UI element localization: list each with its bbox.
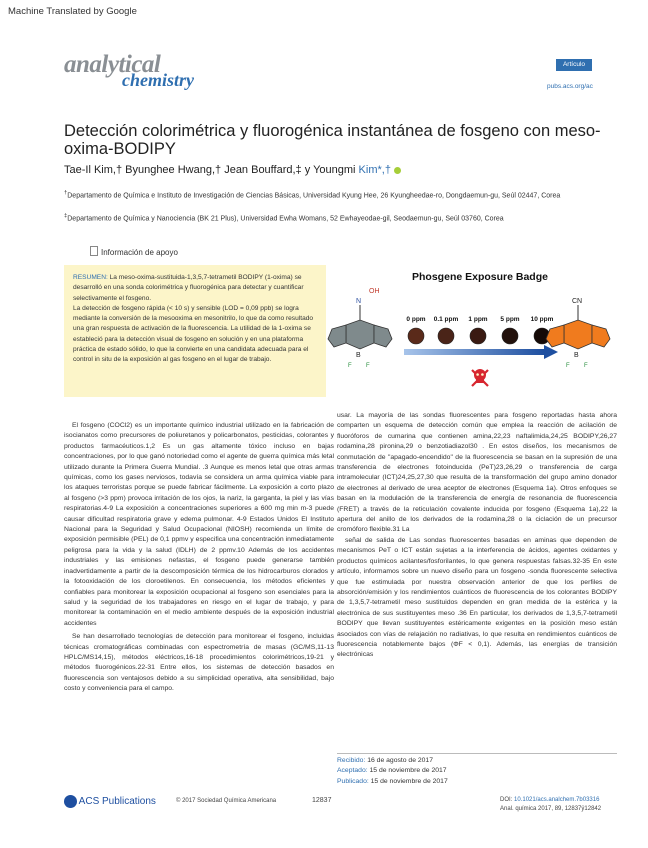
ppm-label-4: 5 ppm <box>500 316 520 323</box>
journal-logo-chemistry: chemistry <box>122 70 194 90</box>
oxime-boron-label: B <box>356 352 361 359</box>
citation: Anal. química 2017, 89, 12837ÿ12842 <box>500 806 602 812</box>
right-column <box>337 411 617 661</box>
affiliation-text: Departamento de Química y Nanociencia (BK 21 Plus), Universidad Ewha Womans, 52 Ewhayeodae-gil, Seodaemun-gu, Seúl 03760, Corea <box>67 215 504 223</box>
nitrile-fluorine-label-1: F <box>566 363 570 369</box>
page-title: Detección colorimétrica y fluorogénica instantánea de fosgeno con meso-oxima-BODIPY <box>64 122 601 158</box>
document-icon <box>90 246 98 256</box>
article-type-badge: Artículo <box>556 59 592 71</box>
toc-graphic <box>326 265 618 397</box>
ppm-label-1: 0 ppm <box>406 316 426 323</box>
doi <box>500 797 599 803</box>
body-paragraph: señal de salida de Las sondas fluorescentes basadas en aminas que dependen de mecanismos PeT o ICT están sujetas a la interferencia de ácidos, agentes oxidantes y productos químicos acilantes/fosforilantes, lo que genera respuestas falsas.32-35 En este artículo, informamos sobre un nuevo diseño para un fosgeno -sonda fluorescente selectiva que fue estimulada por nuestra observación anterior de que los perfiles de absorción/emisión y los rendimientos cuánticos de fluorescencia de los colorantes BODIPY de 1,3,5,7-tetrametil meso sustituidos dependen en gran medida de la estérica y la electrónica de sus sustituyentes meso .36 En particular, los derivados de 1,3,5,7-tetrametil BODIPY que llevan sustituyentes estéricamente exigentes en la posición meso están asociados con vías de relajación no radiativas, lo que resulta en rendimientos cuánticos de fluorescencia notablemente bajos (ΦF < 0,1). Además, las energías de transición electrónicas <box>337 536 617 659</box>
affiliation-mark: † <box>64 190 68 196</box>
doi-link[interactable]: 10.1021/acs.analchem.7b03316 <box>514 797 600 803</box>
affiliation-text: Departamento de Química e Instituto de Investigación de Ciencias Básicas, Universidad Kyung Hee, 26 Kyungheedae-ro, Dongdaemun-gu, Seúl 02447, Corea <box>67 192 561 200</box>
abstract-text <box>73 273 325 366</box>
received-line: Recibido: 16 de agosto de 2017 <box>337 757 433 764</box>
body-paragraph: usar. La mayoría de las sondas fluorescentes para fosgeno reportadas hasta ahora comparten un esquema de detección común que emplea la reacción de acilación de fluoróforos de cumarina que contienen amina,22,23 naftalimida,24,25 BODIPY,26,27 rodamina,28 pironina,29 o benzotiadiazol30 . En estos diseños, los mecanismos de conmutación de "apagado-encendido" de la fluorescencia se basan en la supresión de una transferencia de electrones fotoinducida (PeT)23,26,29 o transferencia de carga intramolecular (ICT)24,25,27,30 que resulta de la transformación del grupo amino donador de electrones al derivado de urea aceptor de electrones (Esquema 1a). Otros enfoques se basan en la modulación de la transferencia de energía de resonancia de fluorescencia (FRET) a través de la reticulación covalente inducida por fosgeno (Esquema 1a),22 la apertura del anillo de los derivados de la rodamina,28 o la ciclación de un precursor cromóforo flexible.31 La <box>337 412 617 534</box>
abstract-p2: La detección de fosgeno rápida (< 10 s) y sensible (LOD = 0,09 ppb) se logra mediante la conversión de la mesooxima en mesonitrilo, lo que da como resultado una gran respuesta de activación de la fluorescencia. La utilidad de la 1-oxima se estableció para la detección visual de fosgeno en solución y en una plataforma práctica de estado sólido, lo que la convierte en una candidata adecuada para el control in situ de la exposición al gas fosgeno en el lugar de trabajo. <box>73 304 314 364</box>
dot-1ppm <box>470 328 486 344</box>
arrow-shaft <box>404 349 544 355</box>
machine-translated-note: Machine Translated by Google <box>8 6 137 17</box>
acs-logo[interactable] <box>64 795 156 808</box>
journal-logo-analytical: analytical <box>64 51 161 78</box>
oxime-core-ring <box>346 320 374 349</box>
abstract-label: RESUMEN: <box>73 274 108 281</box>
oxime-oh-label: OH <box>369 288 380 295</box>
ppm-label-5: 10 ppm <box>530 316 554 323</box>
publication-history <box>337 753 617 787</box>
dot-0ppm <box>408 328 424 344</box>
body-paragraph: El fosgeno (COCl2) es un importante químico industrial utilizado en la fabricación de isocianatos como precursores de poliuretanos y policarbonatos, pesticidas, colorantes y productos farmacéuticos.1,2 Es un gas altamente tóxico incluso en bajas concentraciones, por lo que ganó notoriedad como el agente de guerra química más letal utilizado durante la Primera Guerra Mundial. .3 Aunque es menos letal que otras armas químicas, como los gases nerviosos, todavía se considera un arma química viable para los ataques terroristas porque se puede fabricar fácilmente. La exposición a corto plazo al fosgeno (>3 ppm) provoca irritación de los ojos, la nariz, la garganta, la piel y las vías respiratorias.4-9 La exposición a concentraciones superiores a 600 mg min m-3 puede causar dificultad respiratoria grave y edema pulmonar. 4-9 Estados Unidos El Instituto Nacional para la Seguridad y Salud Ocupacional (NIOSH) recomienda un límite de exposición permisible (PEL) de 0,1 ppmv y especifica una concentración inmediatamente peligrosa para la vida y la salud (IDLH) de 2 ppmv.10 Además de los accidentes industriales y las emisiones nefastas, el fosgeno puede generarse también inadvertidamente a partir de la descomposición térmica de los hidrocarburos clorados y la fotooxidación de los cloroetilenos. En consecuencia, los métodos eficientes y confiables para monitorear la exposición ocupacional al fosgeno son esenciales para la salud y la seguridad de los trabajadores en riesgo en el lugar de trabajo, y para monitorear la contaminación en el medio ambiente después de la exposición industrial accidentes <box>64 422 334 627</box>
badge-title: Phosgene Exposure Badge <box>412 271 548 283</box>
author-list <box>64 164 401 176</box>
abstract-box <box>64 265 618 397</box>
page-number: 12837 <box>312 797 332 804</box>
abstract-p1: La meso-oxima-sustituida-1,3,5,7-tetrametil BODIPY (1-oxima) se desarrolló en una sonda colorimétrica y fluorogénica para detectar y cuantificar selectivamente el fosgeno. <box>73 274 304 302</box>
affiliation-mark: ‡ <box>64 213 68 219</box>
authors-text: Tae-Il Kim,† Byunghee Hwang,† Jean Bouffard,‡ y Youngmi <box>64 164 359 176</box>
orcid-icon[interactable] <box>394 167 401 174</box>
published-line: Publicado: 15 de noviembre de 2017 <box>337 777 448 785</box>
nitrile-core-ring <box>564 320 592 349</box>
corresponding-author-link[interactable]: Kim*,† <box>358 164 391 176</box>
acs-publications-label: ACS Publications <box>78 796 156 807</box>
oxime-n-label: N <box>356 298 362 305</box>
ppm-label-3: 1 ppm <box>468 316 488 323</box>
dot-5ppm <box>502 328 518 344</box>
oxime-fluorine-label-1: F <box>348 363 352 369</box>
body-paragraph: Se han desarrollado tecnologías de detección para monitorear el fosgeno, incluidas técnicas cromatográficas combinadas con espectrometría de masas (GC/MS,11-13 HPLC/MS14,15), métodos eléctricos,16-18 procedimientos colorimétricos,19-21 y métodos fluorogénicos.22-31 Entre ellos, los sistemas de detección basados en fluorescencia son ventajosos debido a su simplicidad operativa, alta sensibilidad, bajo costo y conveniencia para el campo. <box>64 633 334 693</box>
left-column <box>64 421 334 695</box>
dot-0.1ppm <box>438 328 454 344</box>
nitrile-cn-label: CN <box>572 298 583 305</box>
nitrile-fluorine-label-2: F <box>584 363 588 369</box>
oxime-fluorine-label-2: F <box>366 363 370 369</box>
accepted-line: Aceptado: 15 de noviembre de 2017 <box>337 767 447 775</box>
copyright: © 2017 Sociedad Química Americana <box>176 798 277 804</box>
nitrile-boron-label: B <box>574 352 579 359</box>
affiliation-2 <box>64 211 584 224</box>
doi-label: DOI: <box>500 797 515 803</box>
supporting-info-link[interactable]: Información de apoyo <box>90 246 178 257</box>
affiliation-1 <box>64 188 584 201</box>
ppm-label-2: 0.1 ppm <box>433 316 459 323</box>
acs-logo-icon <box>64 795 77 808</box>
pubs-url[interactable]: pubs.acs.org/ac <box>547 83 593 90</box>
